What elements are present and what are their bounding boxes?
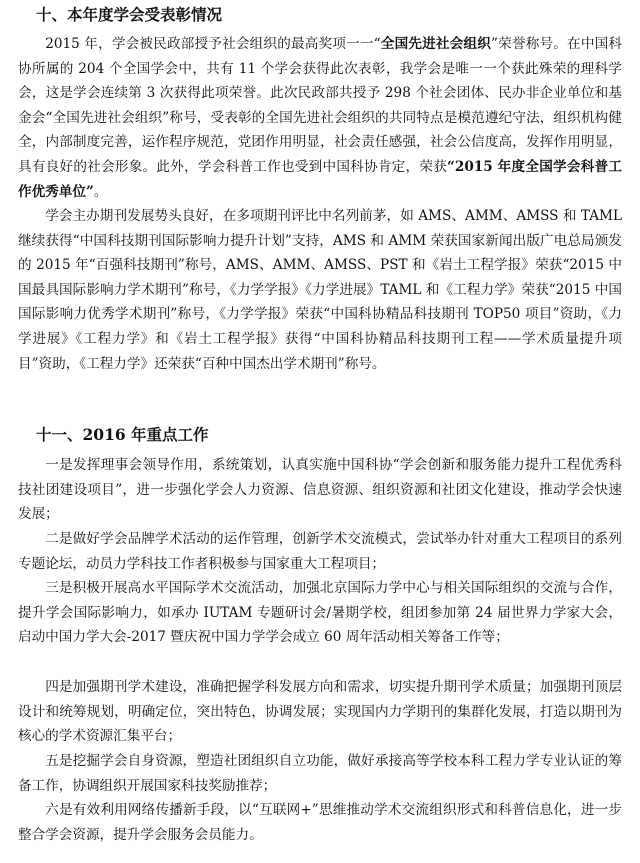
- paragraph-awards-1-text-a: 2015 年，学会被民政部授予社会组织的最高奖项一一“: [45, 36, 381, 52]
- section-heading-2016-work: 十一、2016 年重点工作: [36, 425, 209, 444]
- science-popularization-award-emphasis: “2015 年度全国学会科普工作优秀单位”: [18, 158, 622, 200]
- work-item-4: 四是加强期刊学术建设，准确把握学科发展方向和需求，切实提升期刊学术质量；加强期刊顶层设计和统筹规划，明确定位，突出特色，协调发展；实现国内力学期刊的集群化发展，打造以期刊为核心的学术资源汇集平台；: [18, 679, 622, 745]
- paragraph-awards-1: [18, 32, 622, 204]
- work-item-6: 六是有效利用网络传播新手段，以“互联网+”思维推动学术交流组织形式和科普信息化，进一步整合学会资源，提升学会服务会员能力。: [18, 802, 622, 843]
- work-item-1: 一是发挥理事会领导作用，系统策划，认真实施中国科协“学会创新和服务能力提升工程优秀科技社团建设项目”，进一步强化学会人力资源、信息资源、组织资源和社团文化建设，推动学会快速发展；: [18, 457, 622, 523]
- work-item-3: 三是积极开展高水平国际学术交流活动，加强北京国际力学中心与相关国际组织的交流与合作，提升学会国际影响力，如承办 IUTAM 专题研讨会/暑期学校，组团参加第 24 届世界力学家大会，启动中国力学大会-2017 暨庆祝中国力学学会成立 60 周年活动相关筹备工作等；: [18, 580, 622, 646]
- section-heading-awards: 十、本年度学会受表彰情况: [36, 5, 223, 24]
- paragraph-awards-1-text-b: ”荣誉称号。在中国科协所属的 204 个全国学会中，共有 11 个学会获得此次表彰，我学会是唯一一个获此殊荣的理科学会，这是学会连续第 3 次获得此项荣誉。此次民政部共授予 298 个社会团体、民办非企业单位和基金会“全国先进社会组织”称号，受表彰的全国先进社会组织的共同特点是模范遵纪守法，组织机构健全，内部制度完善，运作程序规范，党团作用明显，社会责任感强，社会公信度高，发挥作用明显，具有良好的社会形象。此外，学会科普工作也受到中国科协肯定，荣获: [18, 36, 622, 175]
- paragraph-awards-2: 学会主办期刊发展势头良好，在多项期刊评比中名列前茅，如 AMS、AMM、AMSS 和 TAML 继续获得“中国科技期刊国际影响力提升计划”支持，AMS 和 AMM 荣获国家新闻出版广电总局颁发的 2015 年“百强科技期刊”称号，AMS、AMM、AMSS、PST 和《岩土工程学报》荣获“2015 中国最具国际影响力学术期刊”称号，《力学学报》《力学进展》TAML 和《工程力学》荣获“2015 中国国际影响力优秀学术期刊”称号，《力学学报》荣获“中国科协精品科技期刊 TOP50 项目”资助，《力学进展》《工程力学》和《岩土工程学报》获得“中国科协精品科技期刊工程——学术质量提升项目”资助，《工程力学》还荣获“百种中国杰出学术期刊”称号。: [18, 208, 622, 372]
- award-title-emphasis: 全国先进社会组织: [380, 36, 492, 52]
- paragraph-awards-1-text-c: 。: [93, 183, 108, 200]
- work-item-5: 五是挖掘学会自身资源，塑造社团组织自立功能，做好承接高等学校本科工程力学专业认证的筹备工作，协调组织开展国家科技奖励推荐；: [18, 753, 622, 794]
- work-item-2: 二是做好学会品牌学术活动的运作管理，创新学术交流模式，尝试举办针对重大工程项目的系列专题论坛，动员力学科技工作者积极参与国家重大工程项目；: [18, 531, 622, 572]
